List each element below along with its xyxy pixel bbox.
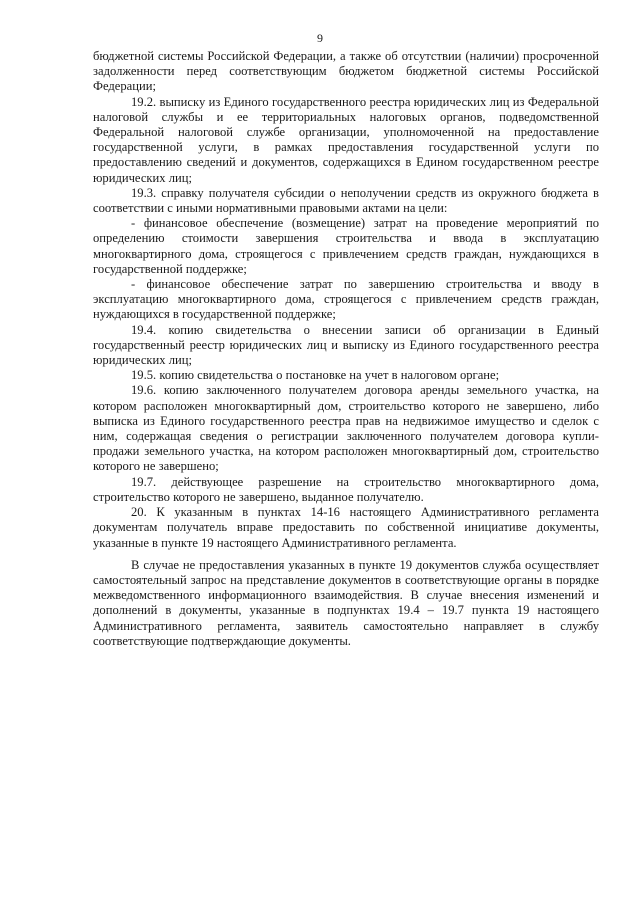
paragraph-19-3-item-2: - финансовое обеспечение затрат по завершению строительства и вводу в эксплуатацию многоквартирного дома, строящегося с привлечением средств граждан, нуждающихся в государственной поддержке;	[93, 277, 599, 322]
page-number: 9	[317, 31, 323, 45]
paragraph-19-7: 19.7. действующее разрешение на строительство многоквартирного дома, строительство которого не завершено, выданное получателю.	[93, 474, 599, 504]
paragraph-19-3-item-1: - финансовое обеспечение (возмещение) затрат на проведение мероприятий по определению стоимости завершения строительства и ввода в эксплуатацию многоквартирного дома, строящегося с привлечением средств граждан, нуждающихся в государственной поддержке;	[93, 216, 599, 276]
paragraph-19-5: 19.5. копию свидетельства о постановке на учет в налоговом органе;	[131, 368, 500, 383]
document-body	[93, 49, 599, 649]
paragraph-interagency-request: В случае не предоставления указанных в пункте 19 документов служба осуществляет самостоятельный запрос на представление документов в соответствующие органы в порядке межведомственного информационного взаимодействия. В случае внесения изменений и дополнений в документы, указанные в подпунктах 19.4 – 19.7 пункта 19 настоящего Административного регламента, заявитель самостоятельно направляет в службу соответствующие подтверждающие документы.	[93, 557, 599, 648]
paragraph-19-2: 19.2. выписку из Единого государственного реестра юридических лиц из Федеральной налоговой службы и ее территориальных налоговых органов, подведомственной Федеральной налоговой службе организации, уполномоченной на предоставление государственной услуги, в рамках предоставления государственной услуги по предоставлению сведений и документов, содержащихся в Едином государственном реестре юридических лиц;	[93, 94, 599, 185]
paragraph-19-3: 19.3. справку получателя субсидии о неполучении средств из окружного бюджета в соответствии с иными нормативными правовыми актами на цели:	[93, 185, 599, 216]
paragraph-19-6: 19.6. копию заключенного получателем договора аренды земельного участка, на котором расположен многоквартирный дом, строительство которого не завершено, либо выписка из Единого государственного реестра прав на недвижимое имущество и сделок с ним, содержащая сведения о регистрации заключенного получателем договора купли-продажи земельного участка, на котором расположен многоквартирный дом, строительство которого не завершено;	[93, 383, 599, 474]
paragraph-budget-debt: бюджетной системы Российской Федерации, а также об отсутствии (наличии) просроченной задолженности перед соответствующим бюджетом бюджетной системы Российской Федерации;	[93, 49, 599, 94]
paragraph-20: 20. К указанным в пунктах 14-16 настоящего Административного регламента документам получатель вправе предоставить по собственной инициативе документы, указанные в пункте 19 настоящего Административного регламента.	[93, 505, 599, 550]
paragraph-19-4: 19.4. копию свидетельства о внесении записи об организации в Единый государственный реестр юридических лиц и выписку из Единого государственного реестра юридических лиц;	[93, 322, 599, 368]
